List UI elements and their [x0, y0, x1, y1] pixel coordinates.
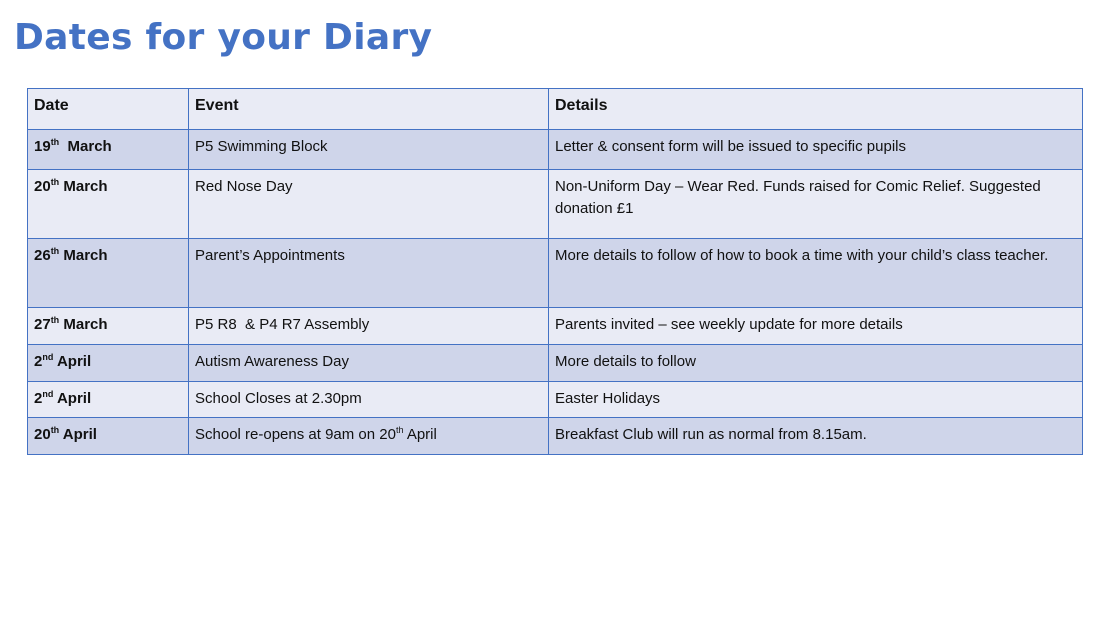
date-month: March	[59, 138, 112, 155]
date-cell	[28, 382, 189, 418]
event-cell	[189, 382, 549, 418]
table-row	[28, 345, 1083, 382]
details-text: Easter Holidays	[555, 390, 661, 407]
details-cell	[549, 308, 1083, 345]
details-cell	[549, 130, 1083, 170]
event-cell	[189, 239, 549, 308]
date-ordinal-suffix: th	[50, 177, 60, 187]
event-cell	[189, 130, 549, 170]
date-day: 19	[34, 138, 51, 155]
date-day: 26	[34, 247, 51, 264]
date-ordinal-suffix: th	[50, 425, 60, 435]
details-cell	[549, 382, 1083, 418]
date-month: April	[53, 353, 92, 370]
date-month: March	[59, 316, 108, 333]
event-text: Red Nose Day	[195, 178, 293, 195]
table-row	[28, 308, 1083, 345]
details-cell	[549, 239, 1083, 308]
header-event: Event	[189, 89, 549, 130]
date-ordinal-suffix: th	[50, 137, 60, 147]
event-text: P5 R8 & P4 R7 Assembly	[195, 316, 370, 333]
date-month: April	[59, 426, 97, 443]
details-text: Parents invited – see weekly update for more details	[555, 316, 903, 333]
diary-dates-table	[27, 88, 1083, 455]
table-row	[28, 382, 1083, 418]
details-text: Letter & consent form will be issued to specific pupils	[555, 138, 906, 155]
date-cell	[28, 308, 189, 345]
details-text: More details to follow	[555, 353, 696, 370]
date-month: March	[59, 247, 108, 264]
event-ordinal-suffix: th	[395, 425, 404, 435]
details-cell	[549, 170, 1083, 239]
table-row	[28, 170, 1083, 239]
event-text: Autism Awareness Day	[195, 353, 349, 370]
header-date: Date	[28, 89, 189, 130]
page-title: Dates for your Diary	[14, 17, 433, 58]
event-cell	[189, 308, 549, 345]
event-cell	[189, 418, 549, 455]
details-cell	[549, 418, 1083, 455]
details-cell	[549, 345, 1083, 382]
date-day: 2	[34, 390, 43, 407]
event-cell	[189, 345, 549, 382]
details-text: Non-Uniform Day – Wear Red. Funds raised for Comic Relief. Suggested donation £1	[555, 178, 1041, 217]
date-day: 2	[34, 353, 43, 370]
event-text: School Closes at 2.30pm	[195, 390, 362, 407]
event-cell	[189, 170, 549, 239]
table-row	[28, 418, 1083, 455]
table-row	[28, 130, 1083, 170]
header-details: Details	[549, 89, 1083, 130]
date-cell	[28, 418, 189, 455]
date-day: 20	[34, 426, 51, 443]
date-ordinal-suffix: th	[50, 246, 60, 256]
details-text: Breakfast Club will run as normal from 8.15am.	[555, 426, 867, 443]
event-text: School re-opens at 9am on 20	[195, 426, 396, 443]
event-text: P5 Swimming Block	[195, 138, 328, 155]
date-cell	[28, 345, 189, 382]
date-ordinal-suffix: nd	[42, 389, 54, 399]
date-month: April	[53, 390, 92, 407]
table-row	[28, 239, 1083, 308]
date-cell	[28, 170, 189, 239]
table-header-row	[28, 89, 1083, 130]
date-cell	[28, 239, 189, 308]
details-text: More details to follow of how to book a time with your child’s class teacher.	[555, 247, 1049, 264]
date-ordinal-suffix: th	[50, 315, 60, 325]
date-ordinal-suffix: nd	[42, 352, 54, 362]
date-day: 27	[34, 316, 51, 333]
date-month: March	[59, 178, 108, 195]
event-text: Parent’s Appointments	[195, 247, 345, 264]
date-day: 20	[34, 178, 51, 195]
date-cell	[28, 130, 189, 170]
event-text-tail: April	[403, 426, 437, 443]
